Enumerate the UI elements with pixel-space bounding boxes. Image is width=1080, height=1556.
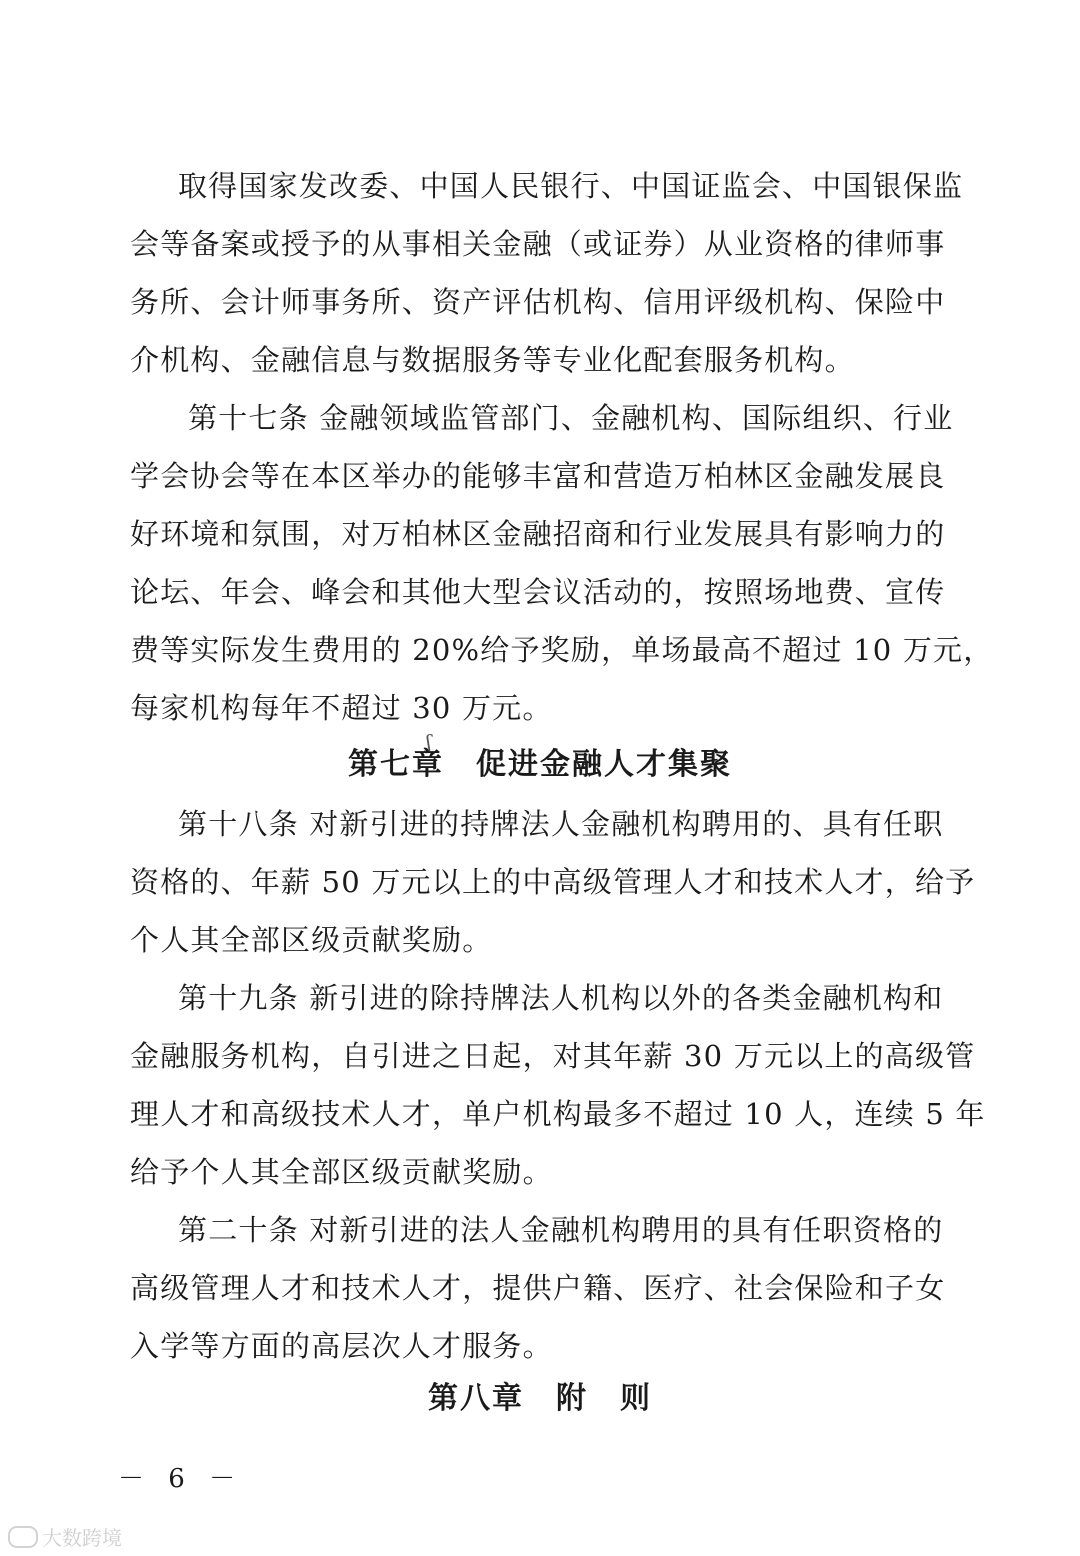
watermark-text: 大数跨境 [42, 1526, 122, 1550]
article-20-line: 第二十条 对新引进的法人金融机构聘用的具有任职资格的 [178, 1213, 944, 1247]
article-17-line: 第十七条 金融领域监管部门、金融机构、国际组织、行业 [188, 401, 954, 435]
body-line: 务所、会计师事务所、资产评估机构、信用评级机构、保险中 [130, 285, 946, 319]
pen-mark: ʃ [426, 730, 432, 754]
body-line: 入学等方面的高层次人才服务。 [130, 1329, 553, 1363]
body-line: 取得国家发改委、中国人民银行、中国证监会、中国银保监 [178, 169, 964, 203]
body-line: 好环境和氛围，对万柏林区金融招商和行业发展具有影响力的 [130, 517, 946, 551]
body-line: 费等实际发生费用的 20%给予奖励，单场最高不超过 10 万元， [130, 633, 994, 667]
body-line: 高级管理人才和技术人才，提供户籍、医疗、社会保险和子女 [130, 1271, 946, 1305]
body-line: 论坛、年会、峰会和其他大型会议活动的，按照场地费、宣传 [130, 575, 946, 609]
body-line: 理人才和高级技术人才，单户机构最多不超过 10 人，连续 5 年 [130, 1097, 986, 1131]
body-line: 会等备案或授予的从事相关金融（或证券）从业资格的律师事 [130, 227, 946, 261]
body-line: 金融服务机构，自引进之日起，对其年薪 30 万元以上的高级管 [130, 1039, 976, 1073]
body-line: 资格的、年薪 50 万元以上的中高级管理人才和技术人才，给予 [130, 865, 976, 899]
body-line: 每家机构每年不超过 30 万元。 [130, 691, 553, 725]
chapter-7-heading: 第七章 促进金融人才集聚 [348, 747, 732, 782]
body-line: 学会协会等在本区举办的能够丰富和营造万柏林区金融发展良 [130, 459, 946, 493]
article-18-line: 第十八条 对新引进的持牌法人金融机构聘用的、具有任职 [178, 807, 944, 841]
chapter-8-heading: 第八章 附 则 [428, 1381, 652, 1416]
body-line: 给予个人其全部区级贡献奖励。 [130, 1155, 553, 1189]
page-number: － 6 － [118, 1464, 244, 1494]
watermark [8, 1522, 122, 1551]
article-19-line: 第十九条 新引进的除持牌法人机构以外的各类金融机构和 [178, 981, 944, 1015]
body-line: 介机构、金融信息与数据服务等专业化配套服务机构。 [130, 343, 855, 377]
body-line: 个人其全部区级贡献奖励。 [130, 923, 493, 957]
watermark-logo-icon [8, 1526, 38, 1548]
